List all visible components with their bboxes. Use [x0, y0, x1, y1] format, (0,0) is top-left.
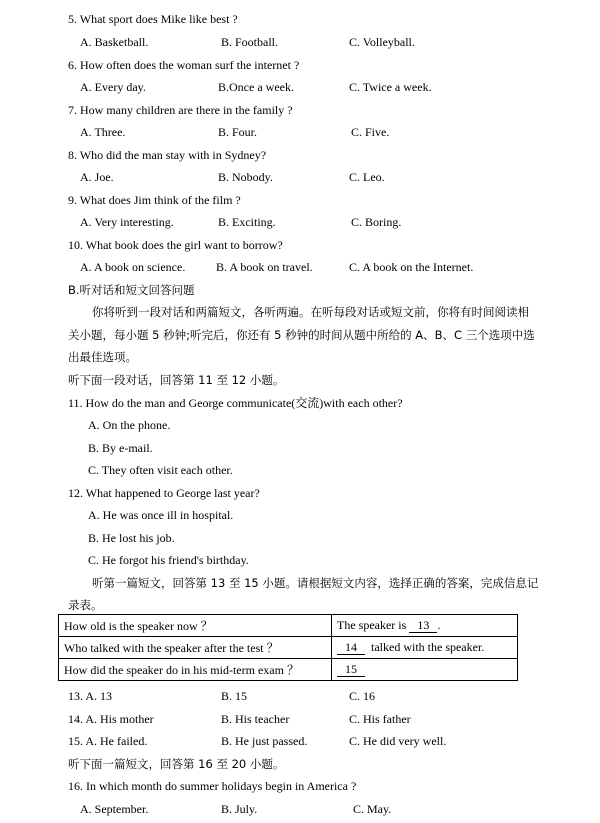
section-b-instructions-2: 关小题，每小题 5 秒钟;听完后，你还有 5 秒钟的时间从题中所给的 A、B、C 三个选项中选 — [68, 328, 535, 342]
question-12-option-b: B. He lost his job. — [88, 531, 175, 545]
answer-suffix: talked with the speaker. — [365, 640, 485, 654]
question-14-option-b: B. His teacher — [221, 712, 290, 726]
question-6-stem: 6. How often does the woman surf the internet ? — [68, 58, 300, 72]
answer-blank-13: 13 — [409, 619, 437, 633]
table-question-cell: Who talked with the speaker after the test ？ — [59, 637, 332, 659]
question-5-option-b: B. Football. — [221, 35, 279, 49]
question-15-option-b: B. He just passed. — [221, 734, 308, 748]
question-16-stem: 16. In which month do summer holidays begin in America ? — [68, 779, 357, 793]
question-12-option-c: C. He forgot his friend's birthday. — [88, 553, 249, 567]
question-6-option-c: C. Twice a week. — [349, 80, 432, 94]
question-16-option-c: C. May. — [353, 802, 392, 816]
dialog-intro: 听下面一段对话，回答第 11 至 12 小题。 — [68, 373, 285, 387]
table-row — [59, 615, 518, 637]
question-11-option-a: A. On the phone. — [88, 418, 171, 432]
question-16-option-b: B. July. — [221, 802, 258, 816]
question-12-option-a: A. He was once ill in hospital. — [88, 508, 234, 522]
question-10-option-b: B. A book on travel. — [216, 260, 313, 274]
question-7-option-b: B. Four. — [218, 125, 258, 139]
question-8-option-a: A. Joe. — [80, 170, 114, 184]
table-answer-cell — [332, 659, 518, 681]
question-6-option-b: B.Once a week. — [218, 80, 294, 94]
table-answer-cell — [332, 615, 518, 637]
question-5-stem: 5. What sport does Mike like best ? — [68, 12, 238, 26]
passage-2-intro: 听下面一篇短文，回答第 16 至 20 小题。 — [68, 757, 285, 771]
question-6-option-a: A. Every day. — [80, 80, 146, 94]
table-answer-cell — [332, 637, 518, 659]
table-row — [59, 659, 518, 681]
table-question-cell: How old is the speaker now ？ — [59, 615, 332, 637]
question-13-option-c: C. 16 — [349, 689, 376, 703]
question-9-option-c: C. Boring. — [351, 215, 402, 229]
section-b-heading: B.听对话和短文回答问题 — [68, 283, 195, 297]
question-15-option-a: 15. A. He failed. — [68, 734, 148, 748]
question-11-stem: 11. How do the man and George communicate(交流)with each other? — [68, 396, 403, 410]
question-10-option-c: C. A book on the Internet. — [349, 260, 474, 274]
question-15-option-c: C. He did very well. — [349, 734, 447, 748]
question-7-option-c: C. Five. — [351, 125, 390, 139]
question-10-option-a: A. A book on science. — [80, 260, 186, 274]
question-9-option-b: B. Exciting. — [218, 215, 276, 229]
info-record-table — [58, 614, 518, 681]
question-5-option-a: A. Basketball. — [80, 35, 149, 49]
answer-blank-15: 15 — [337, 663, 365, 677]
passage-1-intro-1: 听第一篇短文，回答第 13 至 15 小题。请根据短文内容，选择正确的答案，完成信息记 — [92, 576, 539, 590]
question-7-option-a: A. Three. — [80, 125, 126, 139]
question-12-stem: 12. What happened to George last year? — [68, 486, 260, 500]
answer-blank-14: 14 — [337, 641, 365, 655]
question-7-stem: 7. How many children are there in the family ? — [68, 103, 293, 117]
section-b-instructions-1: 你将听到一段对话和两篇短文，各听两遍。在听每段对话或短文前，你将有时间阅读相 — [92, 305, 529, 319]
question-11-option-c: C. They often visit each other. — [88, 463, 233, 477]
passage-1-intro-2: 录表。 — [68, 598, 103, 612]
table-question-cell: How did the speaker do in his mid-term exam ？ — [59, 659, 332, 681]
question-10-stem: 10. What book does the girl want to borrow? — [68, 238, 283, 252]
question-14-option-c: C. His father — [349, 712, 411, 726]
table-row — [59, 637, 518, 659]
question-9-option-a: A. Very interesting. — [80, 215, 174, 229]
question-8-option-b: B. Nobody. — [218, 170, 273, 184]
question-5-option-c: C. Volleyball. — [349, 35, 415, 49]
question-11-option-b: B. By e-mail. — [88, 441, 153, 455]
question-16-option-a: A. September. — [80, 802, 149, 816]
answer-suffix: . — [437, 618, 441, 632]
answer-prefix: The speaker is — [337, 618, 410, 632]
question-8-stem: 8. Who did the man stay with in Sydney? — [68, 148, 267, 162]
question-9-stem: 9. What does Jim think of the film ? — [68, 193, 241, 207]
question-13-option-a: 13. A. 13 — [68, 689, 113, 703]
question-13-option-b: B. 15 — [221, 689, 248, 703]
section-b-instructions-3: 出最佳选项。 — [68, 350, 137, 364]
question-14-option-a: 14. A. His mother — [68, 712, 154, 726]
question-8-option-c: C. Leo. — [349, 170, 385, 184]
